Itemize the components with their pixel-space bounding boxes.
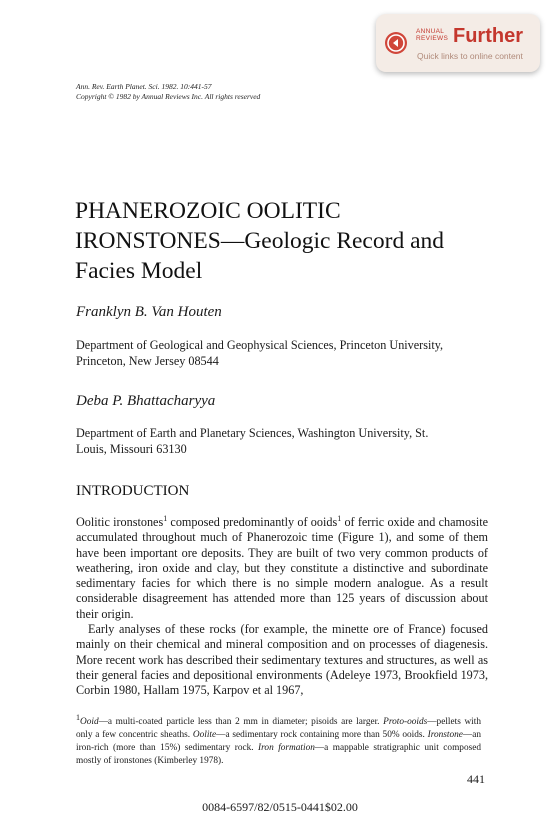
affiliation-1-line1: Department of Geological and Geophysical Sciences, Princeton University, — [76, 338, 444, 352]
fn-def-ooid: —a multi-coated particle less than 2 mm in diameter; pisoids are larger. — [98, 717, 384, 727]
fn-term-ironstone: Ironstone — [427, 730, 463, 740]
affiliation-1-line2: Princeton, New Jersey 08544 — [76, 354, 219, 368]
title-line2-rest: —Geologic Record and — [220, 228, 444, 254]
banner-subtitle: Quick links to online content — [417, 51, 523, 61]
footnote-ref-2: 1 — [337, 513, 342, 523]
footnote-marker: 1 — [76, 712, 80, 722]
fn-def-oolite: —a sedimentary rock containing more than 50% ooids. — [216, 730, 428, 740]
fn-term-oolite: Oolite — [192, 730, 217, 740]
speaker-arrow-icon — [385, 32, 407, 54]
fn-def-iron-formation: —a mappable stratigraphic unit composed mostly of ironstones (Kimberley 1978). — [76, 743, 481, 766]
article-title — [75, 196, 505, 286]
title-line2 — [75, 226, 505, 256]
paragraph-1 — [76, 515, 488, 622]
footnote-ref-1: 1 — [163, 513, 168, 523]
fn-term-proto-ooids: Proto-ooids — [383, 717, 428, 727]
banner-brand-line2: REVIEWS — [416, 35, 449, 42]
title-line1: PHANEROZOIC OOLITIC — [75, 198, 341, 224]
journal-citation — [76, 82, 260, 102]
author-name-1: Franklyn B. Van Houten — [76, 304, 222, 320]
author-affiliation-1 — [76, 337, 496, 369]
section-heading-introduction: INTRODUCTION — [76, 483, 190, 499]
fn-term-iron-formation: Iron formation — [258, 743, 315, 753]
article-code: 0084-6597/82/0515-0441$02.00 — [202, 800, 358, 814]
banner-title: Further — [453, 25, 523, 47]
copyright-line: Copyright © 1982 by Annual Reviews Inc. All rights reserved — [76, 92, 261, 101]
fn-def-proto-ooids: —pellets with only a few concentric sheaths. — [76, 717, 481, 740]
journal-citation-line1: Ann. Rev. Earth Planet. Sci. 1982. 10:441-57 — [76, 82, 212, 91]
p1-text-a: Oolitic ironstones — [76, 515, 164, 529]
fn-def-ironstone: —an iron-rich (more than 15%) sedimentary rock. — [76, 730, 481, 753]
paragraph-2: Early analyses of these rocks (for example, the minette ore of France) focused mainly on their chemical and mineral composition and on processes of diagenesis. More recent work has described their sedimentary textures and structures, as well as their general facies and depositional environments (Adeleye 1973, Brookfield 1973, Corbin 1980, Hallam 1975, Karpov et al 1967, — [76, 622, 488, 698]
banner-brand-line1: ANNUAL — [416, 28, 445, 35]
author-affiliation-2 — [76, 425, 496, 457]
title-line2-caps: IRONSTONES — [75, 228, 221, 254]
annual-reviews-further-banner[interactable] — [376, 14, 540, 72]
affiliation-2-line2: Louis, Missouri 63130 — [76, 442, 187, 456]
footnote — [76, 712, 481, 768]
p1-text-c: of ferric oxide and chamosite accumulated throughout much of Phanerozoic time (Figure 1), and some of them have been important ore deposits. They are built of two very common products of weathering, iron oxide and clay, but they constitute a distinctive and subordinate sedimentary facies for which there is no simple modern analogue. As a result considerable disagreement has attended more than 125 years of discussion about their origin. — [76, 515, 488, 621]
fn-term-ooid: Ooid — [80, 717, 99, 727]
author-name-2: Deba P. Bhattacharyya — [76, 393, 216, 409]
p1-text-b: composed predominantly of ooids — [167, 515, 338, 529]
introduction-body — [76, 515, 488, 699]
page-number: 441 — [467, 772, 485, 786]
affiliation-2-line1: Department of Earth and Planetary Sciences, Washington University, St. — [76, 426, 429, 440]
banner-brand-small — [416, 28, 448, 42]
title-line3: Facies Model — [75, 258, 203, 284]
